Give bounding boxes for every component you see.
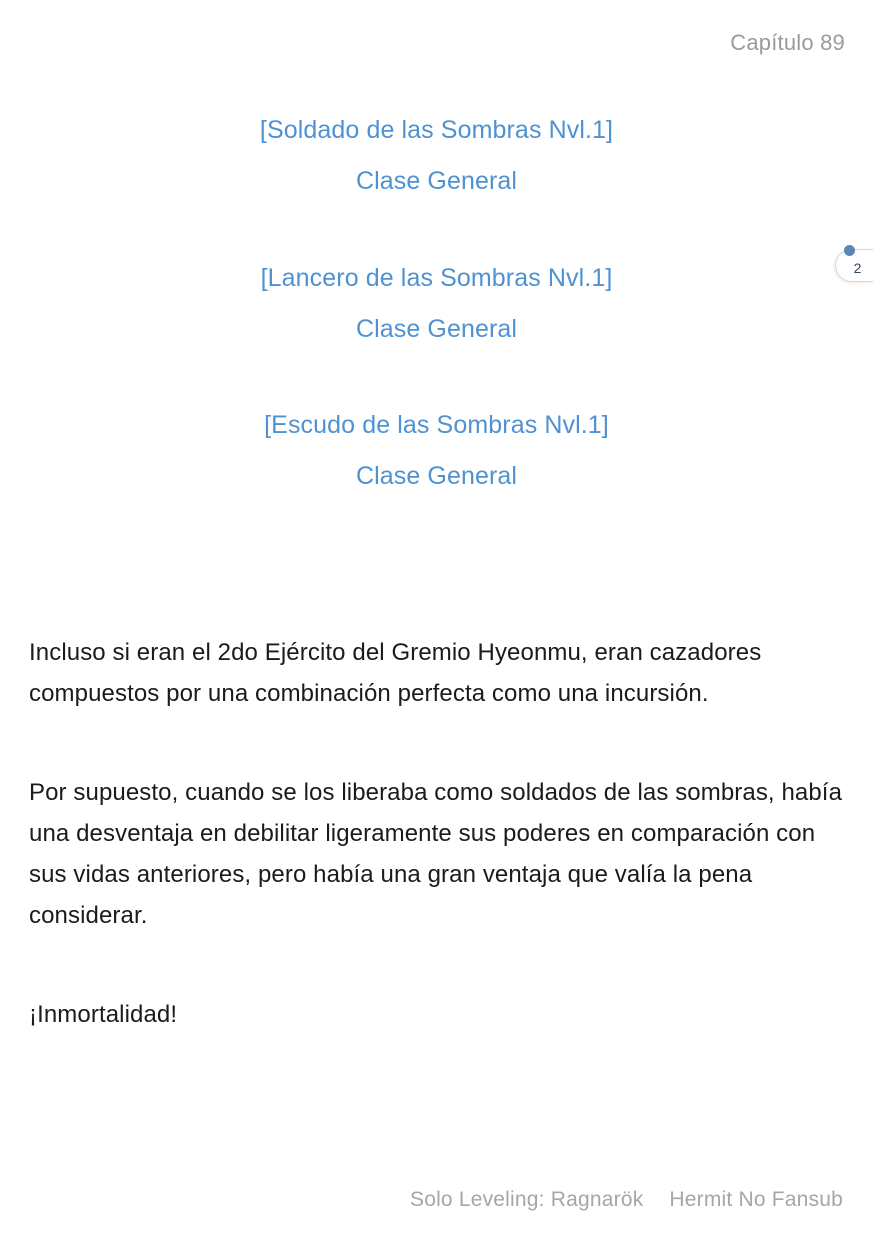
paragraph: Incluso si eran el 2do Ejército del Gremio Hyeonmu, eran cazadores compuestos por una combinación perfecta como una incursión. — [29, 639, 762, 707]
chapter-body — [29, 632, 843, 1035]
page-number-value: 2 — [853, 259, 862, 276]
paragraph: Por supuesto, cuando se los liberaba como soldados de las sombras, había una desventaja en debilitar ligeramente sus poderes en comparación con sus vidas anteriores, pero había una gran ventaja que valía la pena considerar. — [29, 779, 843, 929]
chapter-label: Capítulo 89 — [730, 30, 845, 55]
system-message-subtitle: Clase General — [355, 314, 518, 343]
system-message — [0, 260, 873, 348]
system-message-subtitle: Clase General — [355, 167, 518, 196]
footer-series-title: Solo Leveling: Ragnarök — [409, 1188, 644, 1211]
system-message — [0, 112, 873, 200]
system-message — [0, 407, 873, 495]
system-message-subtitle: Clase General — [355, 462, 518, 491]
system-message-title: [Soldado de las Sombras Nvl.1] — [259, 116, 614, 144]
footer-fansub: Hermit No Fansub — [669, 1188, 843, 1211]
page-footer — [0, 1188, 843, 1212]
system-message-title: [Escudo de las Sombras Nvl.1] — [264, 411, 609, 439]
system-message-block — [0, 112, 873, 495]
paragraph: ¡Inmortalidad! — [29, 1001, 178, 1028]
system-message-title: [Lancero de las Sombras Nvl.1] — [260, 263, 613, 292]
